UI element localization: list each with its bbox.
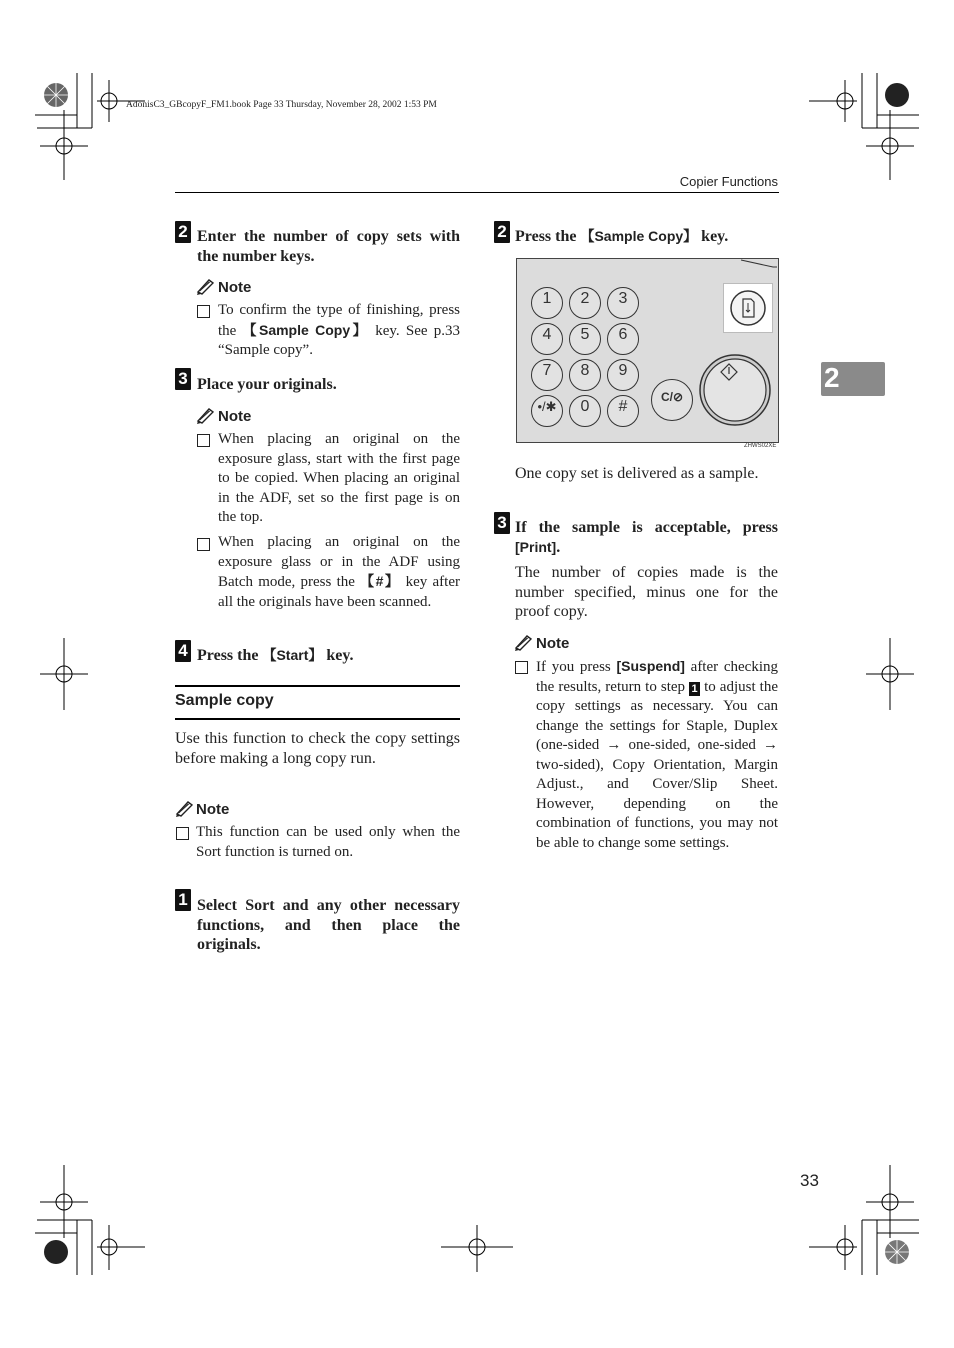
step-text: Enter the number of copy sets with the number keys. — [197, 228, 460, 265]
keypad-key-4: 4 — [531, 323, 563, 355]
pencil-icon — [196, 406, 216, 424]
note-bullet — [218, 533, 460, 612]
bullet-text: key. See p.33 “Sample copy”. — [218, 322, 460, 358]
keypad-key-3: 3 — [607, 287, 639, 319]
step-text: Select Sort and any other necessary functions, and then place the originals. — [197, 897, 460, 953]
bullet-text: to adjust the copy settings as necessary. You can change the settings for Staple, Duplex (one-sided → one-sided, one-sided → two-sided), Copy Orientation, Margin Adjust., and Cover/Slip Sheet. However, depending on the combination of functions, you may not be able to change some settings. — [536, 678, 778, 851]
key-name: [Suspend] — [616, 658, 685, 674]
keypad-illustration — [516, 258, 779, 443]
bullet-text: key after all the originals have been scanned. — [218, 574, 460, 610]
key-name: 【Sample Copy】 — [580, 228, 698, 244]
keypad-key-9: 9 — [607, 359, 639, 391]
step-text-part: Press the — [515, 228, 581, 245]
section-intro: Use this function to check the copy settings before making a long copy run. — [175, 730, 460, 767]
step-text-part: key. — [322, 647, 354, 664]
section-rule-top — [175, 685, 460, 687]
pencil-icon — [196, 277, 216, 295]
keypad-key-7: 7 — [531, 359, 563, 391]
clear-stop-key: C/⊘ — [651, 379, 693, 421]
keypad-key-hash: # — [607, 395, 639, 427]
keypad-key-2: 2 — [569, 287, 601, 319]
keypad-key-6: 6 — [607, 323, 639, 355]
key-name: 【Start】 — [262, 647, 323, 663]
note-heading: Note — [536, 635, 570, 652]
note-bullet — [536, 657, 778, 853]
file-info-line: AdonisC3_GBcopyF_FM1.book Page 33 Thursday, November 28, 2002 1:53 PM — [126, 100, 437, 110]
note-bullet — [218, 301, 460, 361]
step-number: 2 — [494, 221, 510, 243]
note-bullet: When placing an original on the exposure glass, start with the first page to be copied. When placing an original in the ADF, set so the first page is on the top. — [218, 431, 460, 525]
figure-caption: ZHWS02XE — [744, 443, 777, 449]
note-bullet: This function can be used only when the Sort function is turned on. — [196, 824, 460, 860]
step-text-part: Press the — [197, 647, 263, 664]
key-name: [Print] — [515, 538, 557, 555]
bullet-text: When placing an original on the exposure glass or in the ADF using Batch mode, press the — [218, 534, 460, 590]
step-text — [515, 518, 778, 557]
bullet-text: If you press — [536, 659, 617, 675]
note-heading: Note — [218, 279, 252, 296]
step-number: 3 — [175, 368, 191, 390]
checkbox-bullet-icon — [197, 538, 210, 551]
step-ref-badge: 1 — [689, 682, 700, 696]
key-name: 【#】 — [360, 573, 401, 589]
note-heading: Note — [218, 408, 252, 425]
checkbox-bullet-icon — [197, 434, 210, 447]
page-number: 33 — [800, 1171, 819, 1190]
checkbox-bullet-icon — [176, 827, 189, 840]
panel-edge — [737, 259, 777, 269]
keypad-key-1: 1 — [531, 287, 563, 319]
section-rule-bottom — [175, 718, 460, 720]
step-number: 4 — [175, 640, 191, 662]
step-text — [515, 227, 778, 247]
bullet-text: after checking the results, return to step — [536, 659, 778, 695]
start-key-icon — [699, 354, 771, 426]
keypad-key-0: 0 — [569, 395, 601, 427]
keypad-key-clear-mode: •/✱ — [531, 395, 563, 427]
sample-copy-key-highlight — [723, 283, 773, 333]
section-title: Sample copy — [175, 692, 274, 709]
chapter-number: 2 — [824, 362, 840, 393]
step-body: The number of copies made is the number specified, minus one for the proof copy. — [515, 564, 778, 620]
step-text — [197, 646, 460, 666]
step-text-part: If the sample is acceptable, press — [515, 519, 778, 536]
step-text-part: . — [556, 538, 561, 556]
sample-copy-key-icon — [729, 289, 767, 327]
step-text: Place your originals. — [197, 376, 337, 393]
checkbox-bullet-icon — [197, 305, 210, 318]
step-number: 3 — [494, 512, 510, 534]
step-text-part: key. — [697, 228, 729, 245]
running-head: Copier Functions — [679, 174, 778, 189]
keypad-key-5: 5 — [569, 323, 601, 355]
pencil-icon — [175, 799, 195, 817]
figure-followup-text: One copy set is delivered as a sample. — [515, 465, 759, 482]
step-number: 2 — [175, 221, 191, 243]
checkbox-bullet-icon — [515, 661, 528, 674]
bullet-text: To confirm the type of finishing, press the — [218, 302, 460, 339]
key-name: 【Sample Copy】 — [242, 321, 370, 338]
keypad-key-8: 8 — [569, 359, 601, 391]
pencil-icon — [514, 633, 534, 651]
step-number: 1 — [175, 889, 191, 911]
note-heading: Note — [196, 801, 230, 818]
chapter-tab — [821, 362, 885, 396]
header-rule — [175, 192, 779, 193]
